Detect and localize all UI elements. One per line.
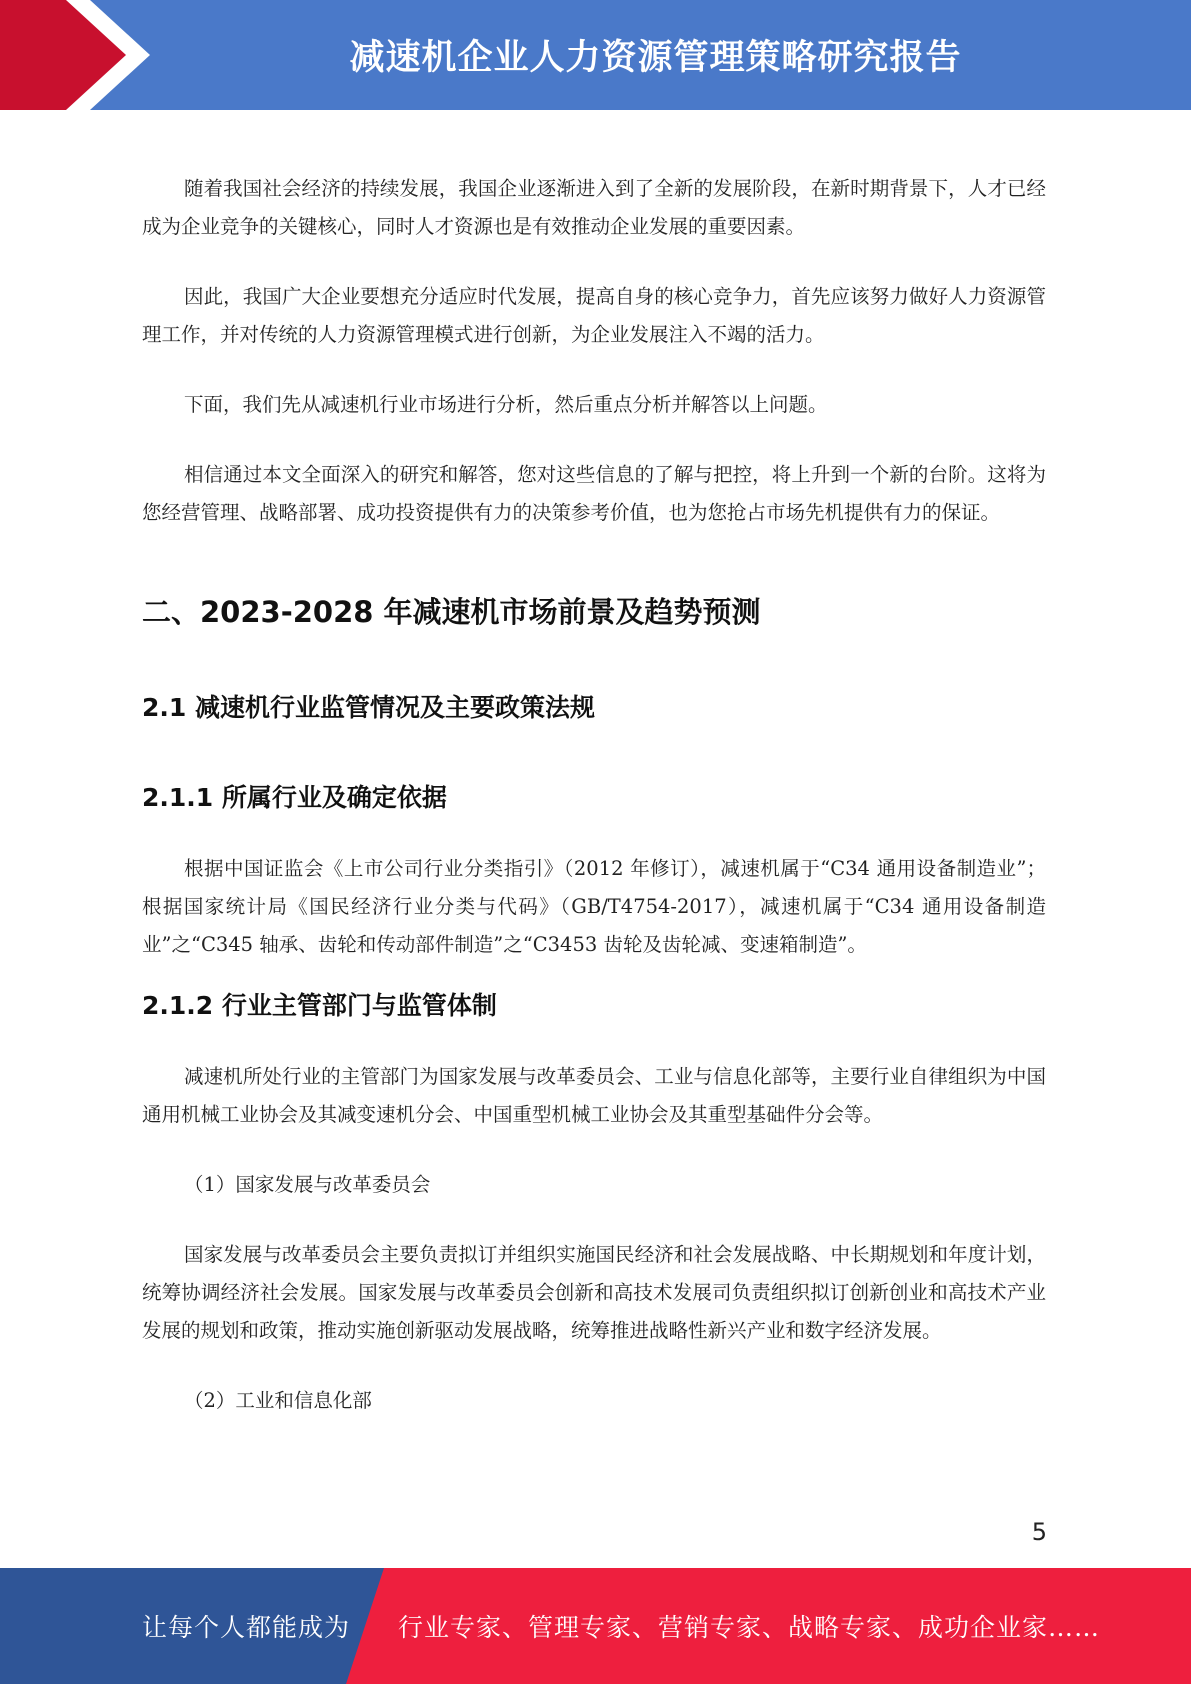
- section-heading: 二、2023-2028 年减速机市场前景及趋势预测: [142, 595, 761, 629]
- page-footer: [0, 1568, 1191, 1684]
- body-paragraph: 国家发展与改革委员会主要负责拟订并组织实施国民经济和社会发展战略、中长期规划和年度计划，统筹协调经济社会发展。国家发展与改革委员会创新和高技术发展司负责组织拟订创新创业和高技术产业发展的规划和政策，推动实施创新驱动发展战略，统筹推进战略性新兴产业和数字经济发展。: [142, 1243, 1046, 1342]
- page-number: 5: [1031, 1518, 1047, 1546]
- footer-slogan-left: 让每个人都能成为: [142, 1613, 351, 1642]
- body-paragraph: 根据中国证监会《上市公司行业分类指引》（2012 年修订），减速机属于“C34 通用设备制造业”；根据国家统计局《国民经济行业分类与代码》（GB/T4754-2017），减速机属于“C34 通用设备制造业”之“C345 轴承、齿轮和传动部件制造”之“C3453 齿轮及齿轮减、变速箱制造”。: [142, 857, 1046, 956]
- list-item-title: （2）工业和信息化部: [184, 1389, 372, 1412]
- intro-paragraph: 随着我国社会经济的持续发展，我国企业逐渐进入到了全新的发展阶段，在新时期背景下，人才已经成为企业竞争的关键核心，同时人才资源也是有效推动企业发展的重要因素。: [142, 177, 1046, 238]
- main-content: [142, 170, 1046, 1452]
- list-item-title: （1）国家发展与改革委员会: [184, 1173, 431, 1196]
- subsubsection-heading: 2.1.2 行业主管部门与监管体制: [142, 991, 497, 1020]
- subsubsection-heading: 2.1.1 所属行业及确定依据: [142, 783, 447, 812]
- intro-paragraph: 下面，我们先从减速机行业市场进行分析，然后重点分析并解答以上问题。: [184, 393, 828, 416]
- body-paragraph: 减速机所处行业的主管部门为国家发展与改革委员会、工业与信息化部等，主要行业自律组织为中国通用机械工业协会及其减变速机分会、中国重型机械工业协会及其重型基础件分会等。: [142, 1065, 1046, 1126]
- document-title: 减速机企业人力资源管理策略研究报告: [349, 38, 962, 78]
- intro-paragraph: 相信通过本文全面深入的研究和解答，您对这些信息的了解与把控，将上升到一个新的台阶。这将为您经营管理、战略部署、成功投资提供有力的决策参考价值，也为您抢占市场先机提供有力的保证。: [142, 463, 1046, 524]
- page-header: [0, 0, 1191, 110]
- subsection-heading: 2.1 减速机行业监管情况及主要政策法规: [142, 693, 595, 722]
- intro-paragraph: 因此，我国广大企业要想充分适应时代发展，提高自身的核心竞争力，首先应该努力做好人力资源管理工作，并对传统的人力资源管理模式进行创新，为企业发展注入不竭的活力。: [142, 285, 1046, 346]
- footer-slogan-right: 行业专家、管理专家、营销专家、战略专家、成功企业家……: [398, 1613, 1101, 1642]
